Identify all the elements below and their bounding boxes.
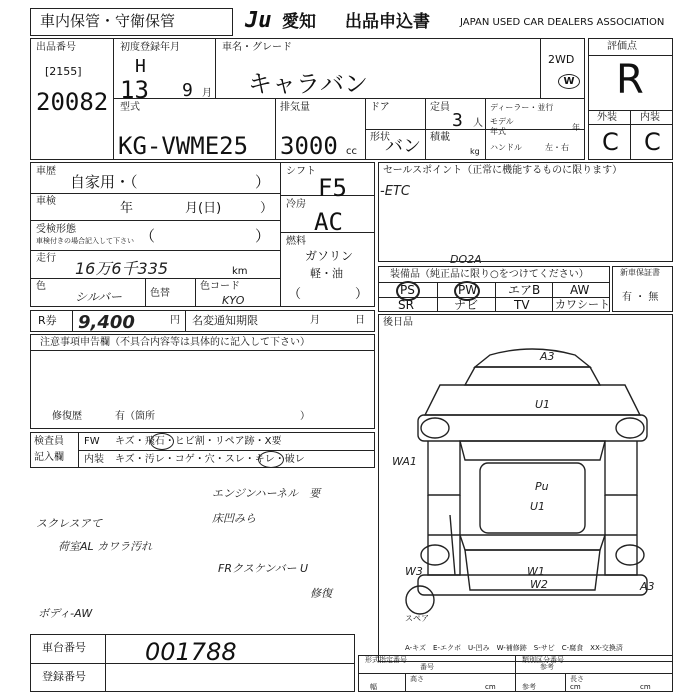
grade-label: 評価点 <box>607 41 637 52</box>
doors-label: ドア <box>370 102 390 113</box>
inspector-mark-circle <box>150 433 174 450</box>
spare-label: スペア <box>405 614 429 623</box>
fuel-open: （ <box>288 287 302 302</box>
divider <box>30 350 375 351</box>
warranty-label: 新車保証書 <box>620 268 660 277</box>
fuel-value: ガソリン <box>305 249 354 263</box>
divider <box>185 310 186 332</box>
divider <box>437 282 438 312</box>
transfer-close: ） <box>255 227 271 245</box>
color-replace-label: 色替 <box>150 288 170 299</box>
inspection-close: ） <box>260 201 274 216</box>
divider <box>275 98 276 160</box>
inspector-row2-head: 内装 <box>84 454 104 465</box>
drive-type: 2WD <box>548 53 575 66</box>
inspection-month-unit: 月(日) <box>185 201 222 216</box>
body-note: ボディ-AW <box>38 607 93 620</box>
registration-month: 9 <box>182 80 193 101</box>
height-label: 高さ <box>410 675 424 683</box>
length-unit: cm <box>640 683 651 691</box>
length-label: 長さ <box>570 675 584 683</box>
notes-label: 注意事項申告欄（不具合内容等は具体的に記入して下さい） <box>40 337 310 348</box>
fuel-close: ） <box>355 287 369 302</box>
capacity-unit: 人 <box>473 118 483 129</box>
post-date-label: 後日品 <box>383 317 413 328</box>
frame-note: FRクスケンバー U <box>218 562 309 575</box>
shift-label: シフト <box>286 166 316 177</box>
sales-point-label: セールスポイント（正常に機能するものに限ります） <box>383 165 623 176</box>
diagram-mark-wa1: WA1 <box>392 455 417 468</box>
recycle-label: R券 <box>38 314 57 327</box>
interior-grade: C <box>644 128 661 156</box>
car-name: キャラバン <box>248 70 368 98</box>
car-name-label: 車名・グレード <box>222 42 292 53</box>
divider <box>30 250 280 251</box>
load-unit: kg <box>470 147 480 156</box>
inspector-label1: 検査員 <box>34 436 64 447</box>
inspector-label2: 記入欄 <box>34 452 64 463</box>
color-value: シルバー <box>75 290 122 304</box>
displacement-label: 排気量 <box>280 102 310 113</box>
divider <box>358 673 673 674</box>
model-label: 型式 <box>120 102 140 113</box>
recycle-unit: 円 <box>170 315 180 326</box>
capacity-label: 定員 <box>430 102 450 113</box>
body-value: バン <box>385 136 421 157</box>
org-name: 愛知 <box>282 12 316 32</box>
divider <box>30 220 280 221</box>
diagram-mark-a3: A3 <box>540 350 555 363</box>
inspector-row1-head: FW <box>84 436 100 447</box>
model-year-label2: 年式 <box>490 127 506 136</box>
registration-label: 初度登録年月 <box>120 42 180 53</box>
height-unit: cm <box>485 683 496 691</box>
equipment-item: SR <box>398 298 414 312</box>
registration-era: H <box>135 56 146 77</box>
warranty-options: 有 ・ 無 <box>622 292 659 303</box>
handle-options: 左・右 <box>545 143 569 152</box>
reg-number-label: 登録番号 <box>42 670 86 683</box>
diagram-mark-w3: W3 <box>405 565 423 578</box>
diagram-mark-w2: W2 <box>530 578 548 591</box>
inspector-row2: キズ・汚レ・コゲ・穴・スレ・キレ・破レ <box>115 454 305 465</box>
divider <box>78 450 375 451</box>
mileage-unit: km <box>232 266 248 277</box>
pw-circle-mark <box>454 281 480 301</box>
spec-ref-label: 参考 <box>522 683 536 691</box>
history-close: ） <box>255 173 271 191</box>
divider <box>552 282 553 312</box>
exterior-grade: C <box>602 128 619 156</box>
lot-number: 20082 <box>36 88 109 116</box>
ju-logo: Ju <box>245 8 272 33</box>
color-label: 色 <box>36 281 46 292</box>
divider <box>145 278 146 307</box>
chassis-label: 車台番号 <box>42 641 86 654</box>
sales-point-box <box>378 162 673 262</box>
registration-year: 13 <box>120 76 149 104</box>
transfer-label: 受検形態 <box>36 224 76 235</box>
category-ref: 参考 <box>540 663 554 671</box>
diagram-mark-w1: W1 <box>527 565 545 578</box>
model-designation-sub: 番号 <box>420 663 434 671</box>
change-notice-day: 日 <box>355 315 365 326</box>
divider <box>540 38 541 98</box>
repair-label: 修復歴 <box>52 411 82 422</box>
model-year-label: モデル <box>490 117 514 126</box>
divider <box>495 282 496 312</box>
lot-sub-number: [2155] <box>45 65 82 78</box>
equipment-item: カワシート <box>555 298 610 311</box>
registration-month-unit: 月 <box>202 88 212 99</box>
lot-number-label: 出品番号 <box>36 42 76 53</box>
equipment-note: DO2A <box>450 253 482 266</box>
width-unit: cm <box>570 683 581 691</box>
ac-value: AC <box>314 208 343 236</box>
shift-value: F5 <box>318 174 347 202</box>
handle-label: ハンドル <box>490 143 522 152</box>
cargo-note: 荷室AL カワラ汚れ <box>58 540 153 553</box>
inspection-year-unit: 年 <box>120 201 134 216</box>
body-label: 形状 <box>370 132 390 143</box>
transfer-note: 車検付きの場合記入して下さい <box>36 237 134 245</box>
divider <box>30 193 280 194</box>
ps-circle-mark <box>396 281 420 301</box>
divider <box>195 278 196 307</box>
transfer-open: （ <box>140 227 156 245</box>
form-title: 出品申込書 <box>345 12 430 32</box>
equipment-item: エアB <box>508 283 541 297</box>
repair-value: 有（箇所 <box>115 411 155 422</box>
displacement-value: 3000 <box>280 132 338 160</box>
history-value: 自家用・（ <box>70 173 138 191</box>
history-label: 車歴 <box>36 166 56 177</box>
chassis-number: 001788 <box>145 638 237 666</box>
recycle-value: 9,400 <box>78 312 135 333</box>
divider <box>215 38 216 98</box>
association-name: JAPAN USED CAR DEALERS ASSOCIATION <box>460 17 665 28</box>
change-notice-month: 月 <box>310 315 320 326</box>
change-notice-label: 名変通知期限 <box>192 314 258 327</box>
color-code-label: 色コード <box>200 281 240 292</box>
divider <box>113 38 114 160</box>
storage-label: 車内保管・守衛保管 <box>40 12 176 30</box>
inspector-row1: キズ・飛石・ヒビ割・リペア跡・X要 <box>115 436 282 447</box>
category-label: 類別区分番号 <box>522 656 564 664</box>
drive-mark-icon <box>558 74 580 89</box>
interior-label: 内装 <box>640 112 660 123</box>
diagram-mark-u1: U1 <box>535 398 551 411</box>
divider <box>280 162 281 307</box>
fuel-label: 燃料 <box>286 236 306 247</box>
year-unit: 年 <box>572 123 580 132</box>
repair-close: ） <box>300 411 310 422</box>
front-note: 床凹みら <box>212 512 256 525</box>
model-code: KG-VWME25 <box>118 132 249 160</box>
drive-mark: W <box>563 76 575 87</box>
repair-note: 修復 <box>310 587 332 600</box>
inspector-mark-circle <box>258 451 284 468</box>
model-designation-label: 形式指定番号 <box>365 656 407 664</box>
divider <box>72 310 73 332</box>
divider <box>630 110 631 160</box>
fuel-value2: 軽・油 <box>310 267 343 280</box>
divider <box>565 673 566 692</box>
width-label: 幅 <box>370 683 377 691</box>
dealer-label: ディーラー・並行 <box>490 103 554 112</box>
divider <box>365 129 585 130</box>
diagram-mark-u1b: U1 <box>530 500 546 513</box>
load-label: 積載 <box>430 132 450 143</box>
grade-score: R <box>616 57 644 103</box>
mileage-label: 走行 <box>36 253 56 264</box>
equipment-item: TV <box>514 298 530 312</box>
equipment-item: PS <box>400 283 415 297</box>
diagram-mark-pu: Pu <box>535 480 549 493</box>
mileage-value: 16万6千335 <box>75 259 169 278</box>
damage-legend: A-キズ E-エクボ U-凹み W-補修跡 S-サビ C-腐食 XX-交換済 <box>405 644 623 652</box>
equipment-item: AW <box>570 283 590 297</box>
roof-note: スクレスアて <box>36 517 102 530</box>
inspection-label: 車検 <box>36 196 56 207</box>
diagram-mark-a3b: A3 <box>640 580 655 593</box>
capacity-value: 3 <box>452 110 463 131</box>
engine-note: エンジンハーネル 要 <box>212 487 321 500</box>
exterior-label: 外装 <box>597 112 617 123</box>
displacement-unit: cc <box>346 146 357 157</box>
equipment-label: 装備品（純正品に限り○をつけてください） <box>390 269 589 280</box>
divider <box>405 673 406 692</box>
sales-point-note: -ETC <box>380 184 410 199</box>
divider <box>588 55 673 56</box>
color-code: KYO <box>222 294 245 307</box>
equipment-item: ナビ <box>454 298 479 312</box>
equipment-item: PW <box>458 283 478 297</box>
ac-label: 冷房 <box>286 199 306 210</box>
